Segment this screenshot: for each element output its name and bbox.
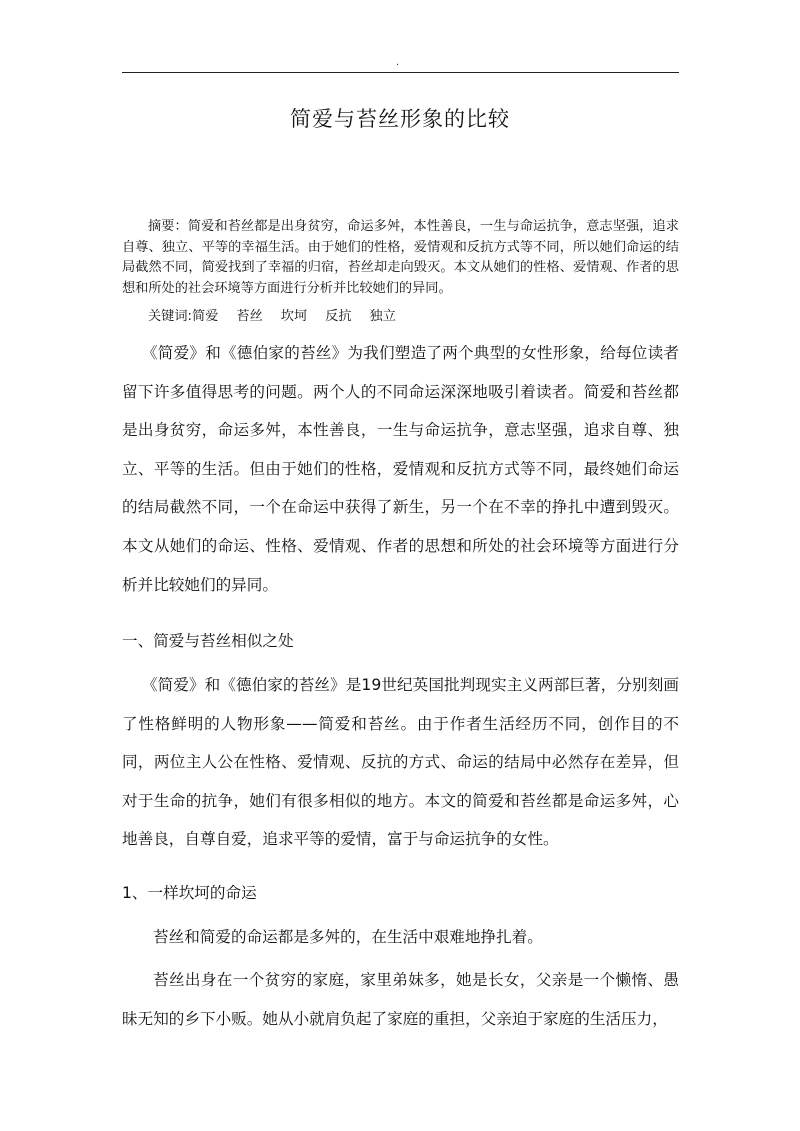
- keyword: 简爱: [192, 309, 219, 324]
- keyword: 苔丝: [236, 309, 263, 324]
- subsection-heading: 1、一样坎坷的命运: [122, 884, 257, 902]
- keyword: 坎坷: [280, 309, 308, 324]
- subsection-paragraph: 苔丝出身在一个贫穷的家庭，家里弟妹多，她是长女，父亲是一个懒惰、愚昧无知的乡下小贩。她从小就肩负起了家庭的重担，父亲迫于家庭的生活压力，: [122, 971, 679, 1028]
- section-heading: 一、简爱与苔丝相似之处: [122, 632, 294, 650]
- abstract: 摘要：简爱和苔丝都是出身贫穷，命运多舛，本性善良，一生与命运抗争，意志坚强，追求自尊、独立、平等的幸福生活。由于她们的性格，爱情观和反抗方式等不同，所以她们命运的结局截然不同，简爱找到了幸福的归宿，苔丝却走向毁灭。本文从她们的性格、爱情观、作者的思想和所处的社会环境等方面进行分析并比较她们的异同。: [122, 219, 679, 296]
- keyword: 独立: [369, 309, 396, 324]
- document-title: 简爱与苔丝形象的比较: [290, 107, 510, 131]
- keywords-line: [148, 307, 668, 328]
- intro-paragraph: 《简爱》和《德伯家的苔丝》为我们塑造了两个典型的女性形象，给每位读者留下许多值得思考的问题。两个人的不同命运深深地吸引着读者。简爱和苔丝都是出身贫穷，命运多舛，本性善良，一生与命运抗争，意志坚强，追求自尊、独立、平等的生活。但由于她们的性格，爱情观和反抗方式等不同，最终她们命运的结局截然不同，一个在命运中获得了新生，另一个在不幸的挣扎中遭到毁灭。本文从她们的命运、性格、爱情观、作者的思想和所处的社会环境等方面进行分析并比较她们的异同。: [122, 344, 679, 594]
- keyword: 反抗: [325, 309, 352, 324]
- keywords-label: 关键词:: [148, 309, 193, 324]
- section1-paragraph: 《简爱》和《德伯家的苔丝》是19世纪英国批判现实主义两部巨著，分别刻画了性格鲜明的人物形象——简爱和苔丝。由于作者生活经历不同，创作目的不同，两位主人公在性格、爱情观、反抗的方式、命运的结局中必然存在差异，但对于生命的抗争，她们有很多相似的地方。本文的简爱和苔丝都是命运多舛，心地善良，自尊自爱，追求平等的爱情，富于与命运抗争的女性。: [122, 676, 679, 849]
- header-dot: .: [396, 57, 400, 68]
- subsection-paragraph: 苔丝和简爱的命运都是多舛的，在生活中艰难地挣扎着。: [153, 928, 543, 946]
- header-rule: [122, 72, 679, 73]
